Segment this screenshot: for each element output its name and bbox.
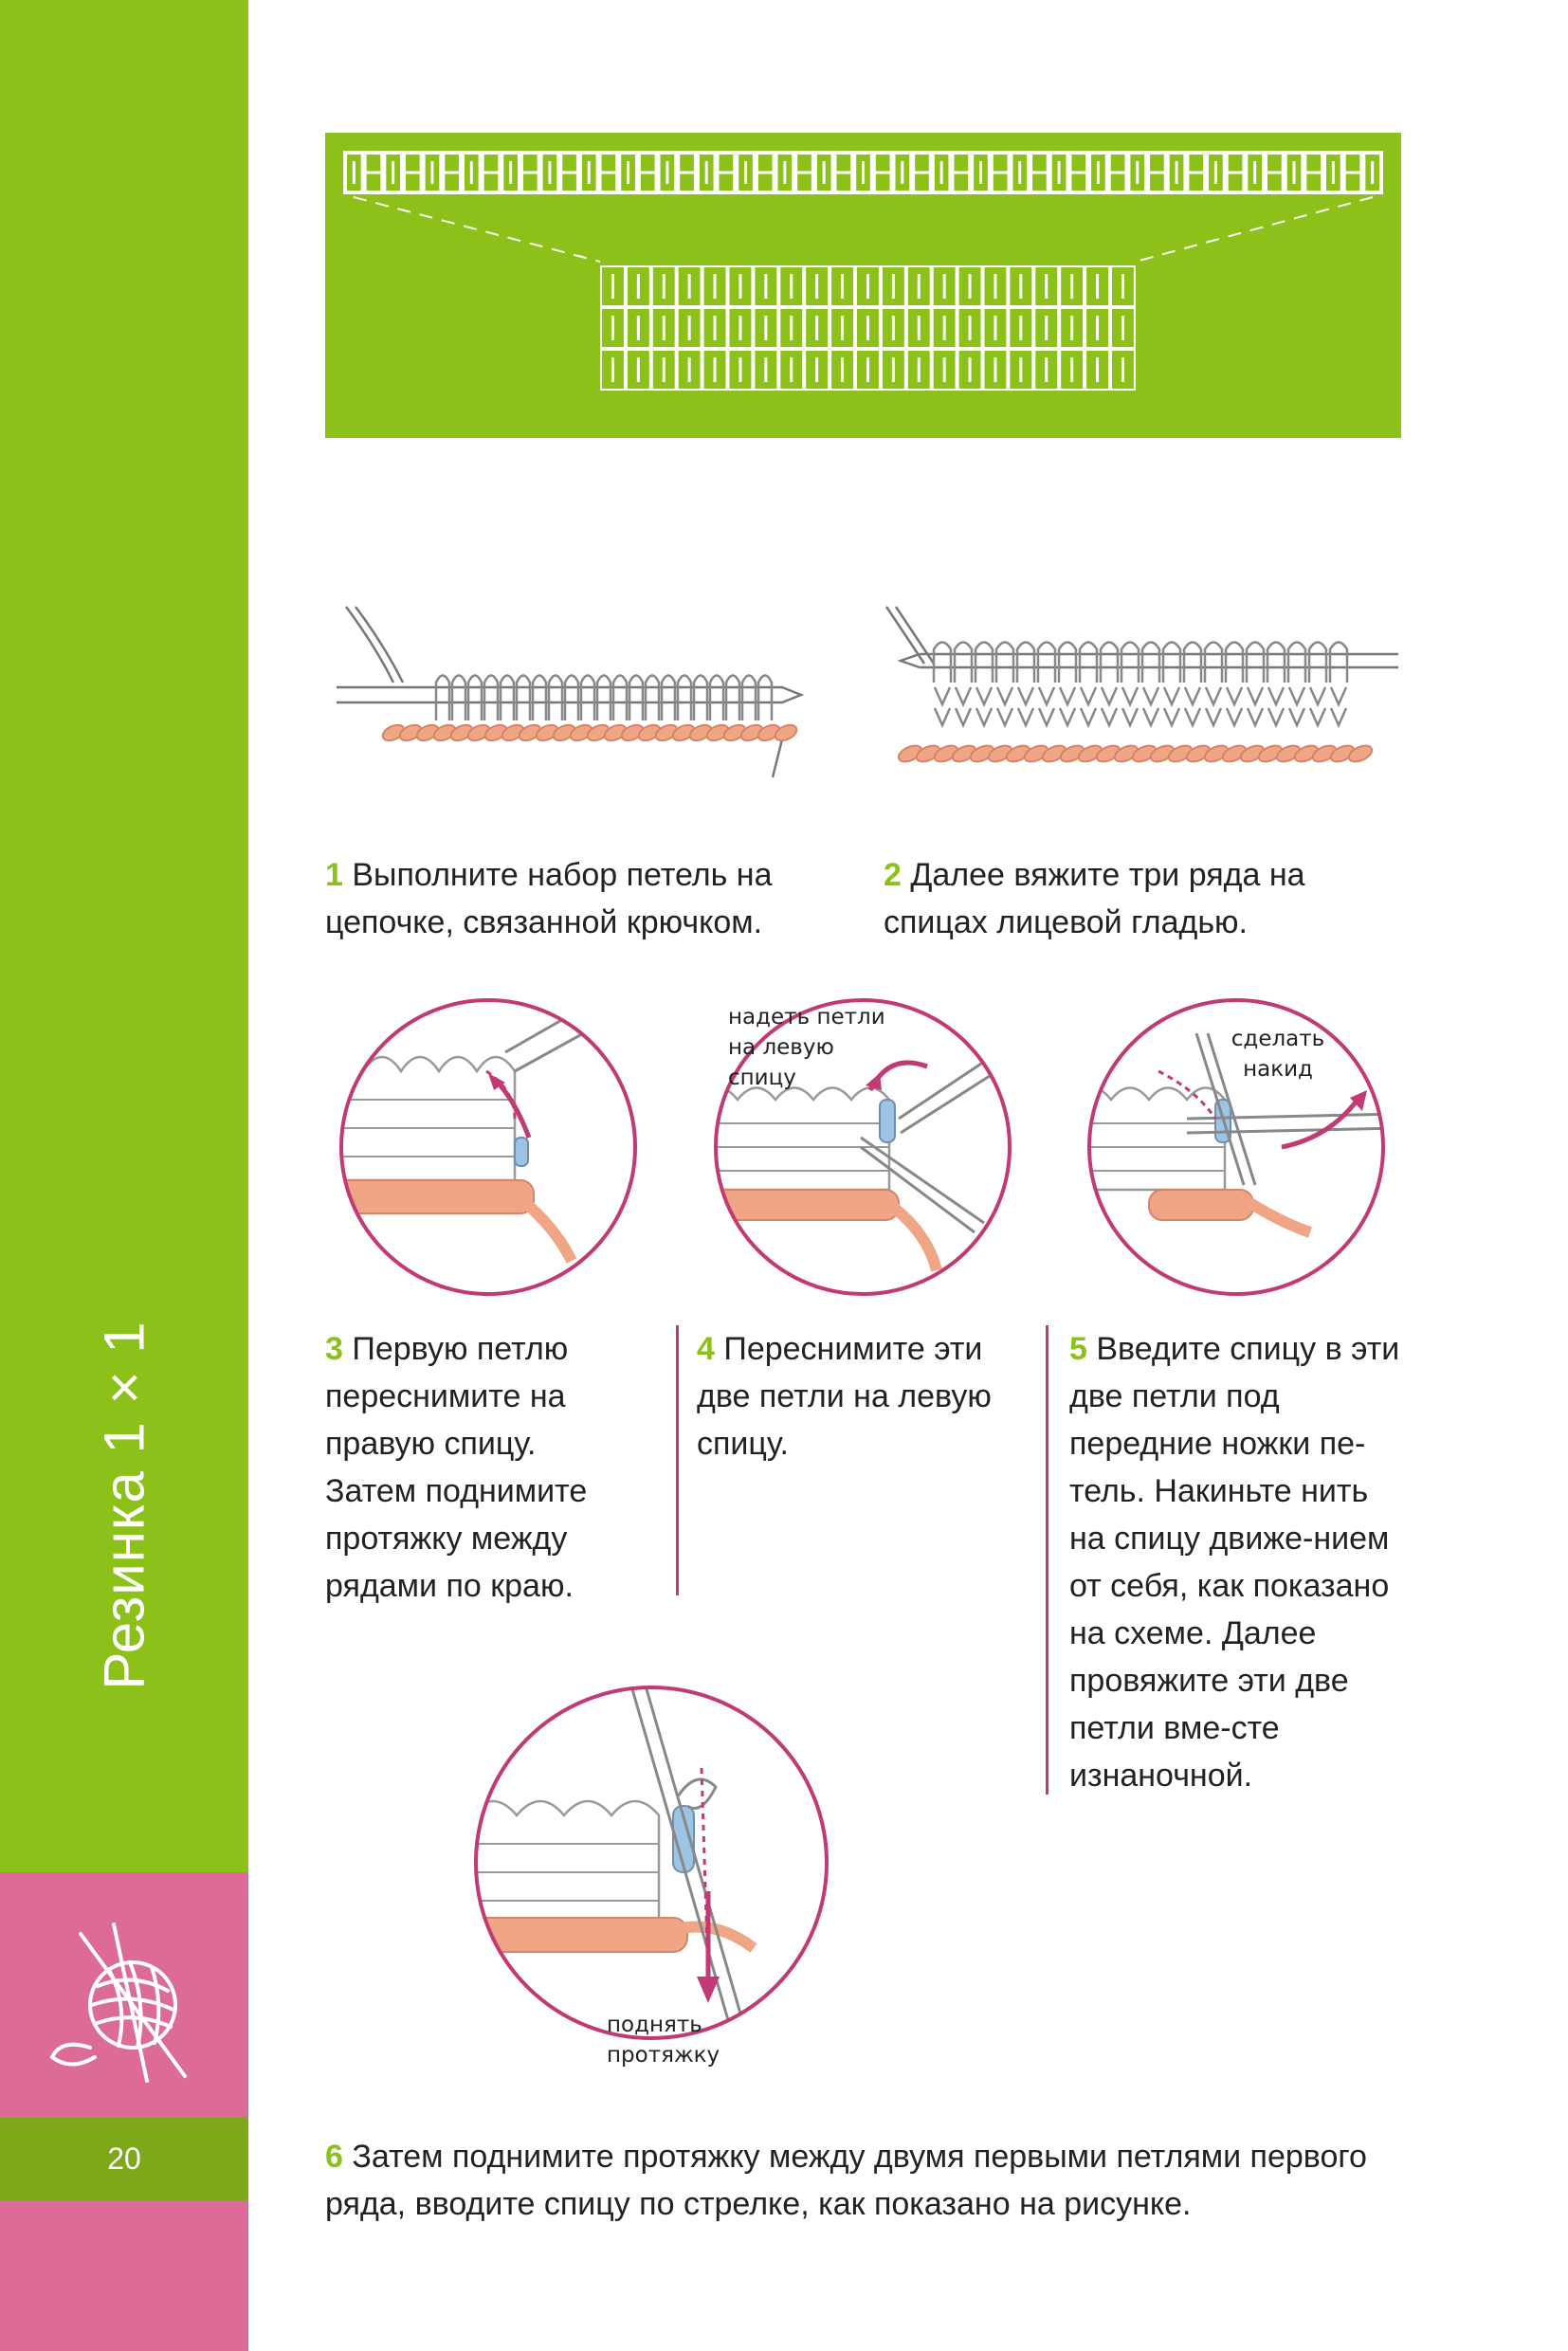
step4-annotation: надеть петли на левую спицу — [728, 1005, 885, 1090]
step-1 — [325, 851, 856, 946]
step-number: 6 — [325, 2139, 343, 2175]
step-number: 5 — [1069, 1331, 1087, 1367]
step-text: Переснимите эти две петли на левую спицу. — [697, 1331, 992, 1462]
step-4 — [697, 1325, 1019, 1467]
step-text: Первую петлю переснимите на правую спицу. Затем поднимите протяжку между рядами по краю. — [325, 1331, 588, 1604]
step6-annotation: поднять протяжку — [607, 2013, 720, 2068]
step5-annotation: сделать накид — [1231, 1027, 1325, 1082]
step-number: 1 — [325, 857, 343, 893]
step-5 — [1069, 1325, 1401, 1799]
step-2 — [884, 851, 1414, 946]
step-text: Затем поднимите протяжку между двумя первыми петлями первого ряда, вводите спицу по стрелке, как показано на рисунке. — [325, 2139, 1367, 2222]
column-divider — [1046, 1325, 1048, 1795]
chart-connector — [354, 197, 600, 262]
page-number: 20 — [107, 2141, 141, 2176]
step6-circle-illustration — [469, 1664, 834, 2062]
section-title: Резинка 1 × 1 — [92, 1321, 156, 1690]
step-text: Выполните набор петель на цепочке, связанной крючком. — [325, 857, 773, 940]
cast-on-illustration — [327, 597, 839, 806]
step-number: 3 — [325, 1331, 343, 1367]
step-number: 2 — [884, 857, 902, 893]
sidebar-footer — [0, 2200, 248, 2351]
stockinette-illustration — [882, 597, 1403, 806]
step3-circle-illustration — [325, 995, 652, 1299]
step-3 — [325, 1325, 629, 1610]
step-6 — [325, 2133, 1425, 2228]
step-text: Введите спицу в эти две петли под передние ножки пе-тель. Накиньте нить на спицу движе-нием от себя, как показано на схеме. Далее провяжите эти две петли вме-сте изнаночной. — [1069, 1331, 1400, 1794]
column-divider — [676, 1325, 679, 1595]
step-number: 4 — [697, 1331, 715, 1367]
step-text: Далее вяжите три ряда на спицах лицевой гладью. — [884, 857, 1305, 940]
chart-connector — [1136, 197, 1373, 262]
yarn-ball-icon — [43, 1915, 194, 2086]
chart-grid — [325, 133, 1401, 438]
knitting-chart — [325, 133, 1401, 438]
